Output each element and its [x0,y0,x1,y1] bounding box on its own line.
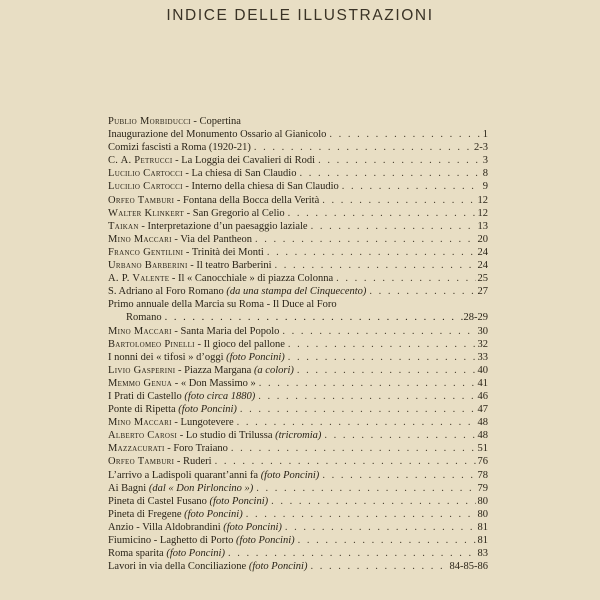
entry-author: Alberto Carosi [108,430,178,442]
entry-page: 9 [482,181,488,193]
leader-dots [268,495,475,508]
entry-page: 81 [477,535,488,546]
leader-dots [326,128,480,141]
entry-page: 83 [477,548,488,560]
entry-title: San Gregorio al Celio [192,207,285,219]
entry-title: Il « Canocchiale » di piazza Colonna [178,273,334,285]
entry-page: 47 [477,404,488,416]
entry-note: (a colori) [253,364,294,376]
entry-author: C. A. Petrucci [108,155,173,167]
entry-page: 84-85-86 [449,561,488,573]
entry-page: 3 [482,155,488,167]
index-entry [108,154,488,167]
entry-page: 2-3 [474,142,488,154]
entry-author: Taikan [108,220,139,232]
leader-dots [252,233,475,246]
entry-author: Memmo Genua [108,377,173,389]
entry-note: (foto Poncini) [248,561,308,573]
entry-title: La chiesa di San Claudio [191,168,297,180]
entry-page: 13 [477,220,488,232]
entry-title: Fontana della Bocca della Verità [182,194,320,206]
index-entry [108,495,488,508]
entry-title: Il gioco del pallone [203,338,285,350]
entry-note: (foto Poncini) [226,351,285,363]
entry-author: Lucilio Cartocci [108,168,183,180]
index-entry [108,285,488,298]
entry-author: Publio Morbiducci [108,116,191,127]
entry-author: Bartolomeo Pinelli [108,338,195,350]
entry-author: Mino Maccari [108,325,172,337]
entry-title: Interpretazione d’un paesaggio laziale [147,220,308,232]
leader-dots [319,194,475,207]
entry-note: (foto circa 1880) [184,390,256,402]
leader-dots [321,429,475,442]
entry-page: 41 [477,377,488,389]
leader-dots [279,325,475,338]
leader-dots [285,207,476,220]
index-entry [108,325,488,338]
entry-title: Pineta di Castel Fusano [108,495,210,507]
index-entry [108,180,488,193]
index-entry [108,364,488,377]
entry-author: Mino Maccari [108,233,172,245]
entry-page: 27 [477,286,488,298]
leader-dots [237,403,476,416]
entry-author: Mazzacurati [108,443,165,455]
index-entry [108,167,488,180]
index-entry [108,534,488,547]
entry-page: 12 [477,194,488,206]
index-entry [108,508,488,521]
entry-page: 79 [477,482,488,494]
entry-page: 28-29 [463,312,488,324]
entry-author: Walter Klinkert [108,207,185,219]
entry-page: 46 [477,390,488,402]
entry-author: Franco Gentilini [108,246,184,258]
entry-title: Foro Traiano [173,443,228,455]
index-entry [108,429,488,442]
entry-note: (foto Poncini) [209,495,269,507]
entry-title: Trinità dei Monti [191,246,264,258]
entry-separator: - [194,338,204,350]
entry-author: Orfeo Tamburi [108,194,175,206]
index-entry [108,115,488,128]
entry-title: Fiumicino - Laghetto di Porto [108,535,237,546]
leader-dots [251,141,472,154]
leader-dots [272,259,476,272]
entry-separator: - [187,260,197,272]
leader-dots [285,338,476,351]
index-entry [108,338,488,351]
entry-note: (da una stampa del Cinquecento) [226,286,367,298]
entry-title: I Prati di Castello [108,390,185,402]
leader-dots [285,351,476,364]
leader-dots [307,560,447,573]
entry-note: (foto Poncini) [184,508,243,520]
entry-separator: - [184,207,193,219]
leader-dots [243,508,476,521]
entry-note: (foto Poncini) [260,469,320,481]
leader-dots [295,534,476,547]
index-entry-multiline [108,298,488,324]
leader-dots [225,547,476,560]
entry-separator: - [138,220,148,232]
entry-page: 81 [477,521,488,533]
entry-page: 1 [482,129,488,141]
index-entry [108,455,488,468]
index-entry [108,233,488,246]
entry-separator: - [172,377,181,389]
index-entry [108,272,488,285]
leader-dots [296,167,480,180]
index-entry [108,560,488,573]
entry-author: Lucilio Cartocci [108,181,183,193]
entry-page: 48 [477,417,488,429]
entry-title: Santa Maria del Popolo [180,325,280,337]
index-entry [108,128,488,141]
index-entry [108,207,488,220]
index-entry [108,377,488,390]
entry-note: (dal « Don Pirloncino ») [148,482,254,494]
entry-title: Via del Pantheon [180,233,253,245]
entry-page: 24 [477,260,488,272]
entry-title-line1: Primo annuale della Marcia su Roma - Il Duce al Foro [108,299,337,311]
index-entry [108,403,488,416]
entry-author: Livio Gasperini [108,364,176,376]
entry-separator: - [169,273,179,285]
entry-title: Roma sparita [108,548,167,560]
entry-page: 78 [477,469,488,481]
leader-dots [162,311,464,324]
entry-separator: - [171,233,181,245]
entry-author: Orfeo Tamburi [108,456,175,468]
entry-separator: - [190,116,200,127]
entry-page: 76 [477,456,488,468]
entry-title: Interno della chiesa di San Claudio [191,181,339,193]
index-entry [108,416,488,429]
entry-title: Piazza Margana [184,364,254,376]
entry-separator: - [164,443,174,455]
leader-dots [308,220,476,233]
entry-title: Il teatro Barberini [196,260,272,272]
index-entry [108,351,488,364]
entry-title: Ai Bagni [108,482,149,494]
entry-note: (foto Poncini) [178,404,237,416]
leader-dots [333,272,475,285]
index-entry [108,246,488,259]
entry-title: Lo studio di Trilussa [185,430,276,442]
entry-separator: - [174,456,183,468]
leader-dots [253,482,475,495]
entry-page: 51 [477,443,488,455]
entry-separator: - [182,168,192,180]
entry-separator: - [182,181,192,193]
entry-separator: - [171,417,181,429]
entry-page: 20 [477,233,488,245]
entry-note: (foto Poncini) [166,548,225,560]
entry-page: 30 [477,325,488,337]
entry-title: Copertina [199,116,241,127]
entry-separator: - [171,325,181,337]
page-title: INDICE DELLE ILLUSTRAZIONI [166,7,434,24]
index-entry [108,547,488,560]
entry-title: S. Adriano al Foro Romano [108,286,227,298]
index-entry [108,521,488,534]
leader-dots [282,521,476,534]
entry-page: 12 [477,207,488,219]
entry-page: 24 [477,246,488,258]
entry-title: Lavori in via della Conciliazione [108,561,249,573]
index-entry [108,220,488,233]
entry-title: Ruderi [182,456,212,468]
entry-separator: - [175,364,185,376]
entry-title: Anzio - Villa Aldobrandini [108,521,224,533]
entry-title: L’arrivo a Ladispoli quarant’anni fa [108,469,261,481]
index-entry [108,469,488,482]
leader-dots [294,364,476,377]
entry-separator: - [183,246,192,258]
entry-separator: - [172,155,182,167]
leader-dots [315,154,481,167]
index-entry [108,194,488,207]
leader-dots [264,246,476,259]
index-entry [108,259,488,272]
entry-page: 48 [477,430,488,442]
entry-author: Urbano Barberini [108,260,188,272]
entry-title-line2: Romano [126,312,162,324]
leader-dots [339,180,481,193]
entry-note: (foto Poncini) [236,535,295,546]
index-entry [108,442,488,455]
illustrations-index [108,115,488,573]
index-entry [108,482,488,495]
entry-title: Lungotevere [180,417,234,429]
leader-dots [234,416,476,429]
entry-title: « Don Massimo » [180,377,256,389]
leader-dots [366,285,475,298]
entry-page: 8 [482,168,488,180]
entry-title: Pineta di Fregene [108,508,185,520]
entry-title: Ponte di Ripetta [108,404,179,416]
entry-note: (foto Poncini) [223,521,282,533]
entry-separator: - [174,194,183,206]
leader-dots [228,442,476,455]
entry-page: 32 [477,338,488,350]
entry-note: (tricromia) [275,430,322,442]
entry-page: 80 [477,495,488,507]
leader-dots [319,469,475,482]
index-entry [108,390,488,403]
entry-author: Mino Maccari [108,417,172,429]
entry-title: La Loggia dei Cavalieri di Rodi [181,155,316,167]
entry-title: I nonni dei « tifosi » d’oggi [108,351,227,363]
leader-dots [212,455,476,468]
entry-title: Comizi fascisti a Roma (1920-21) [108,142,251,154]
entry-page: 40 [477,364,488,376]
entry-page: 80 [477,508,488,520]
leader-dots [256,377,476,390]
index-entry [108,141,488,154]
entry-author: A. P. Valente [108,273,170,285]
entry-separator: - [177,430,186,442]
leader-dots [255,390,475,403]
entry-page: 33 [477,351,488,363]
entry-title: Inaugurazione del Monumento Ossario al Gianicolo [108,129,327,141]
entry-page: 25 [477,273,488,285]
